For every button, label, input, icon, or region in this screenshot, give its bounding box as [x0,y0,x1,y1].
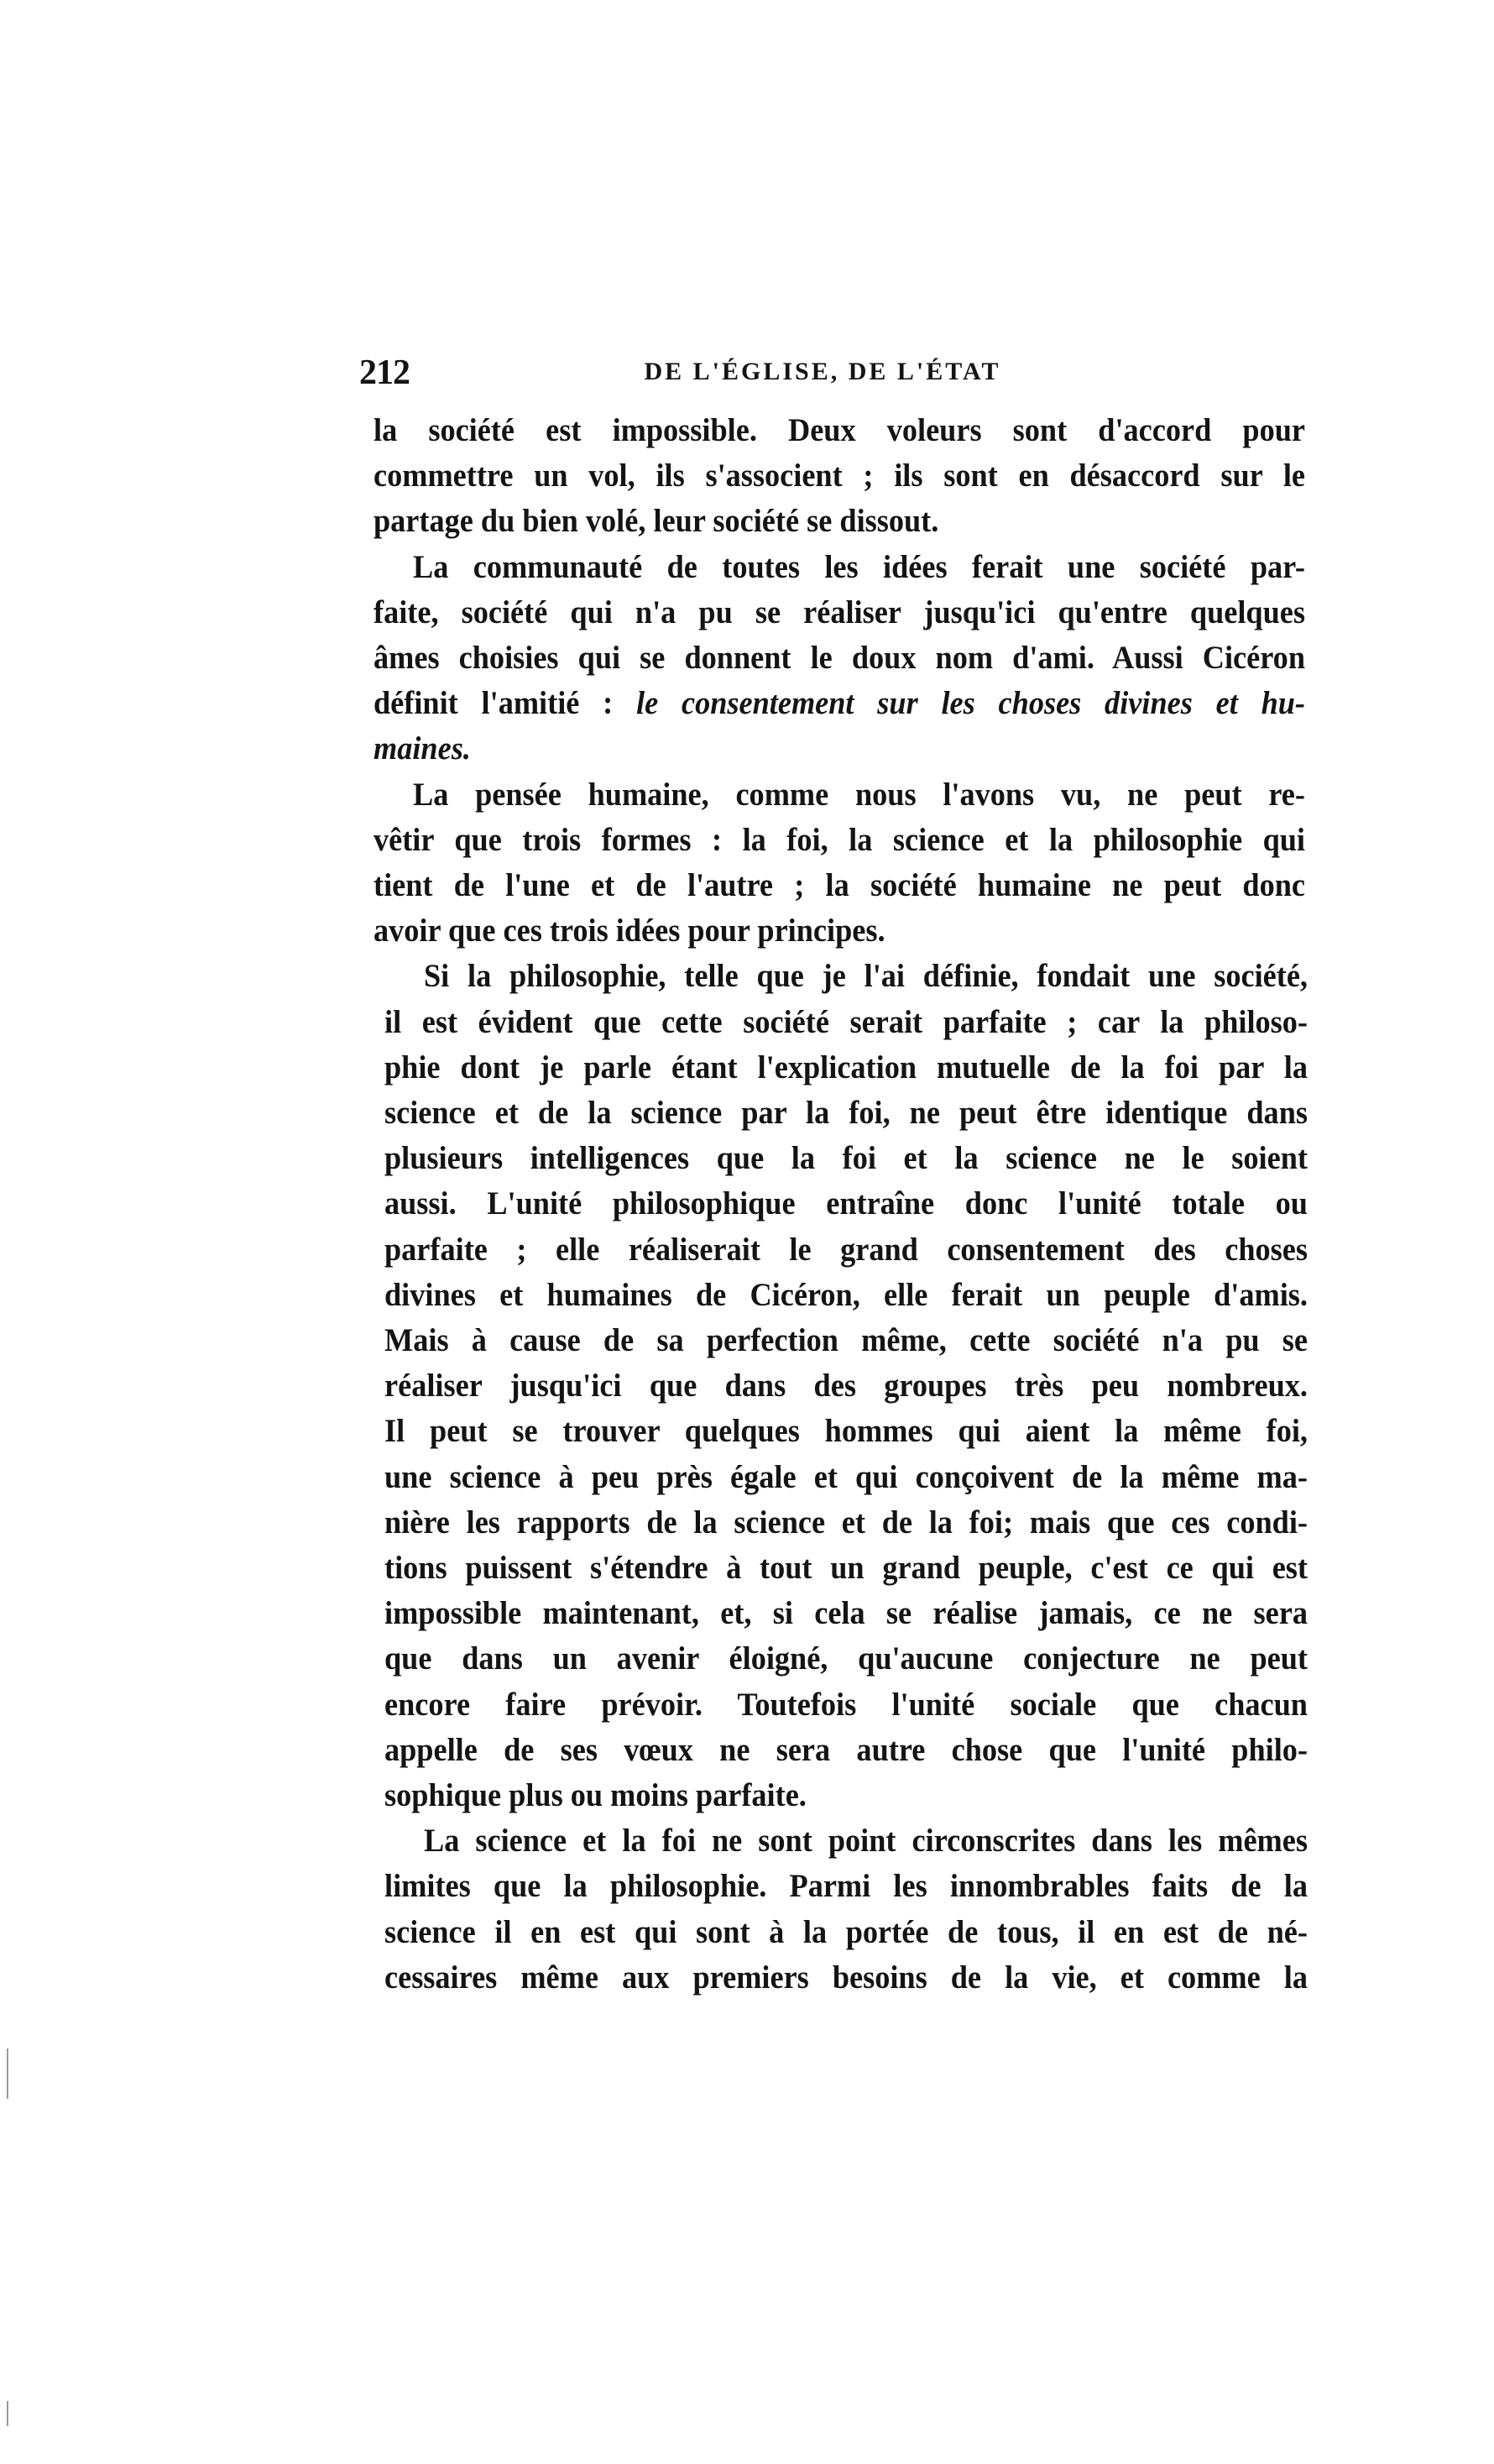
text-line [384,1091,1308,1136]
text-line [374,453,1305,499]
text-line [374,818,1305,863]
line-text: aussi. L'unité philosophique entraîne donc l'unité totale ou [384,1185,1308,1222]
line-text: âmes choisies qui se donnent le doux nom d'ami. Aussi Cicéron [374,640,1305,676]
line-text: La science et la foi ne sont point circonscrites dans les mêmes [424,1823,1308,1860]
scan-edge-mark [7,2048,8,2099]
text-line [424,954,1308,999]
line-text: science il en est qui sont à la portée de tous, il en est de né- [384,1913,1308,1950]
italic-quote: le consentement sur les choses divines et hu- [636,685,1305,722]
text-line [384,1546,1308,1591]
text-line [384,1409,1308,1454]
text-line [384,1273,1308,1318]
scan-edge-mark [7,2401,8,2426]
text-line [374,863,1305,908]
running-title: DE L'ÉGLISE, DE L'ÉTAT [644,358,1001,385]
text-line [384,1136,1308,1181]
text-line [374,726,1305,772]
text-line [384,1227,1308,1273]
text-line [384,1000,1308,1045]
line-text: vêtir que trois formes : la foi, la science et la philosophie qui [374,821,1305,858]
line-text: partage du bien volé, leur société se dissout. [374,503,939,540]
line-text: la société est impossible. Deux voleurs sont d'accord pour [374,412,1305,448]
text-line [384,1864,1308,1909]
line-text: faite, société qui n'a pu se réaliser jusqu'ici qu'entre quelques [374,594,1305,630]
text-line [384,1591,1308,1636]
line-text: Mais à cause de sa perfection même, cette société n'a pu se [384,1322,1308,1358]
line-text: commettre un vol, ils s'associent ; ils sont en désaccord sur le [374,458,1305,494]
line-text: réaliser jusqu'ici que dans des groupes très peu nombreux. [384,1368,1308,1405]
line-text: impossible maintenant, et, si cela se réalise jamais, ce ne sera [384,1595,1308,1632]
text-line [374,681,1305,726]
line-text: Il peut se trouver quelques hommes qui aient la même foi, [384,1413,1308,1450]
text-line [384,1500,1308,1546]
line-text: La pensée humaine, comme nous l'avons vu, ne peut re- [413,776,1305,813]
line-text: que dans un avenir éloigné, qu'aucune conjecture ne peut [384,1640,1308,1677]
line-text: tient de l'une et de l'autre ; la société humaine ne peut donc [374,867,1305,903]
line-text: phie dont je parle étant l'explication mutuelle de la foi par la [384,1049,1308,1086]
line-text: il est évident que cette société serait parfaite ; car la philoso- [384,1003,1308,1040]
line-text: parfaite ; elle réaliserait le grand consentement des choses [384,1231,1308,1268]
italic-quote: maines. [374,730,471,767]
text-line [424,1818,1308,1864]
text-line [384,1728,1308,1773]
line-text: sophique plus ou moins parfaite. [384,1777,807,1813]
text-line [384,1363,1308,1409]
text-line [384,1045,1308,1091]
line-text: divines et humaines de Cicéron, elle ferait un peuple d'amis. [384,1276,1308,1313]
text-line [384,1682,1308,1728]
line-text: limites que la philosophie. Parmi les innombrables faits de la [384,1868,1308,1905]
text-line [384,1318,1308,1363]
text-line [413,772,1305,818]
line-text: appelle de ses vœux ne sera autre chose que l'unité philo- [384,1731,1308,1768]
text-line [374,499,1305,544]
text-line [374,590,1305,636]
text-line [384,1636,1308,1682]
text-line [384,1910,1308,1955]
text-line [384,1955,1308,2001]
text-line [413,545,1305,590]
text-line [384,1455,1308,1500]
line-text: Si la philosophie, telle que je l'ai définie, fondait une société, [424,958,1308,995]
line-text: tions puissent s'étendre à tout un grand peuple, c'est ce qui est [384,1550,1308,1586]
line-text: cessaires même aux premiers besoins de la vie, et comme la [384,1959,1308,1996]
line-text: nière les rapports de la science et de la foi; mais que ces condi- [384,1504,1308,1541]
page-number: 212 [359,353,410,392]
line-text: définit l'amitié : [374,685,637,722]
line-text: science et de la science par la foi, ne peut être identique dans [384,1095,1308,1131]
text-line [384,1181,1308,1227]
text-line [374,636,1305,681]
text-line [374,408,1305,453]
text-line [374,908,1305,954]
line-text: une science à peu près égale et qui conçoivent de la même ma- [384,1458,1308,1495]
line-text: encore faire prévoir. Toutefois l'unité sociale que chacun [384,1686,1308,1723]
line-text: La communauté de toutes les idées ferait une société par- [413,548,1305,585]
line-text: avoir que ces trois idées pour principes. [374,913,885,950]
line-text: plusieurs intelligences que la foi et la science ne le soient [384,1140,1308,1177]
text-line [384,1773,1308,1818]
